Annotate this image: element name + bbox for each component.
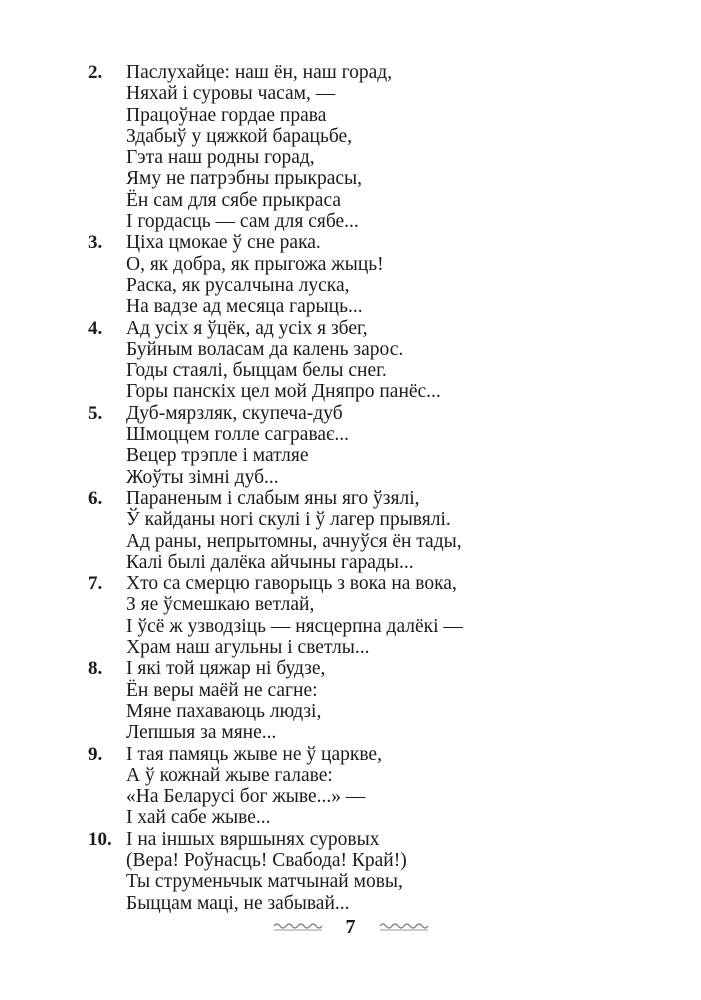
poem-stanza [88,232,648,317]
stanza-lines [126,62,648,232]
page-number: 7 [345,915,356,938]
poem-line: Ты струменьчык матчынай мовы, [126,871,403,893]
stanza-number: 5. [88,402,103,424]
poem-line: Параненым і слабым яны яго ўзялі, [126,487,420,509]
poem-line: «На Беларусі бог жыве...» — [126,786,366,808]
stanza-number: 6. [88,487,103,509]
stanza-lines [126,829,648,914]
stanza-lines [126,744,648,829]
poem-line: Гэта наш родны горад, [126,147,315,169]
poem-line: Яму не патрэбны прыкрасы, [126,168,363,190]
wave-ornament-right-icon [378,921,430,933]
poem-stanza [88,488,648,573]
poem-line: Дуб-мярзляк, скупеча-дуб [126,402,343,424]
poem-line: І ўсё ж узводзіць — нясцерпна далёкі — [126,615,463,637]
poem-line: З яе ўсмешкаю ветлай, [126,594,315,616]
poem-stanza [88,658,648,743]
poem-line: І хай сабе жыве... [126,807,271,829]
stanza-lines [126,658,648,743]
poem-line: А ў кожнай жыве галаве: [126,764,333,786]
stanza-number: 8. [88,658,103,680]
stanza-number: 4. [88,317,103,339]
poem-line: На вадзе ад месяца гарыць... [126,296,363,318]
poem-line: Працоўнае гордае права [126,104,327,126]
poem-line: Хто са смерцю гаворыць з вока на вока, [126,573,457,595]
poem-line: Буйным воласам да калень зарос. [126,338,404,360]
poem-line: (Вера! Роўнасць! Свабода! Край!) [126,849,407,871]
poem-line: Раска, як русалчына луска, [126,274,350,296]
poem-line: О, як добра, як прыгожа жыць! [126,253,384,275]
poem-line: Быццам маці, не забывай... [126,892,350,914]
poem-line: Ціха цмокае ў сне рака. [126,232,321,254]
poem-line: Ад раны, непрытомны, ачнуўся ён тады, [126,530,462,552]
stanza-lines [126,488,648,573]
stanza-lines [126,232,648,317]
poem-line: Мяне пахаваюць людзі, [126,700,322,722]
stanza-number: 9. [88,743,103,765]
poem-line: Здабыў у цяжкой барацьбе, [126,125,353,147]
poem-stanza [88,573,648,658]
poem-line: Ў кайданы ногі скулі і ў лагер прывялі. [126,509,451,531]
stanza-lines [126,403,648,488]
poem-line: Калі былі далёка айчыны гарады... [126,551,414,573]
poem-stanza [88,62,648,232]
poem-line: Годы стаялі, быццам белы снег. [126,360,387,382]
poem-stanza [88,744,648,829]
poem-stanza [88,403,648,488]
stanza-number: 7. [88,573,103,595]
poem-line: Храм наш агульны і светлы... [126,637,370,659]
poem-line: Ён веры маёй не сагне: [126,679,318,701]
poem-line: І тая памяць жыве не ў царкве, [126,743,382,765]
poem-line: Шмоццем голле саграває... [126,424,350,446]
stanza-number: 10. [88,828,112,850]
poem-line: Лепшыя за мяне... [126,722,277,744]
wave-ornament-left-icon [272,921,324,933]
poem-line: Вецер трэпле і матляе [126,445,309,467]
stanza-lines [126,573,648,658]
poem-line: Ён сам для сябе прыкраса [126,189,342,211]
poem-line: Ад усіх я ўцёк, ад усіх я збег, [126,317,368,339]
poem-stanza [88,318,648,403]
poem-line: І на іншых вяршынях суровых [126,828,380,850]
stanza-number: 3. [88,232,103,254]
poem-line: І які той цяжар ні будзе, [126,658,326,680]
poem-line: Горы панскіх цел мой Дняпро панёс... [126,381,441,403]
poem-line: Няхай і суровы часам, — [126,83,336,105]
page-footer [0,912,701,942]
poem-line: Паслухайце: наш ён, наш горад, [126,62,393,83]
stanza-number: 2. [88,62,103,83]
poem-line: І гордасць — сам для сябе... [126,211,359,233]
poem-stanza [88,829,648,914]
poem-line: Жоўты зімні дуб... [126,466,279,488]
poem-list [88,62,648,914]
stanza-lines [126,318,648,403]
